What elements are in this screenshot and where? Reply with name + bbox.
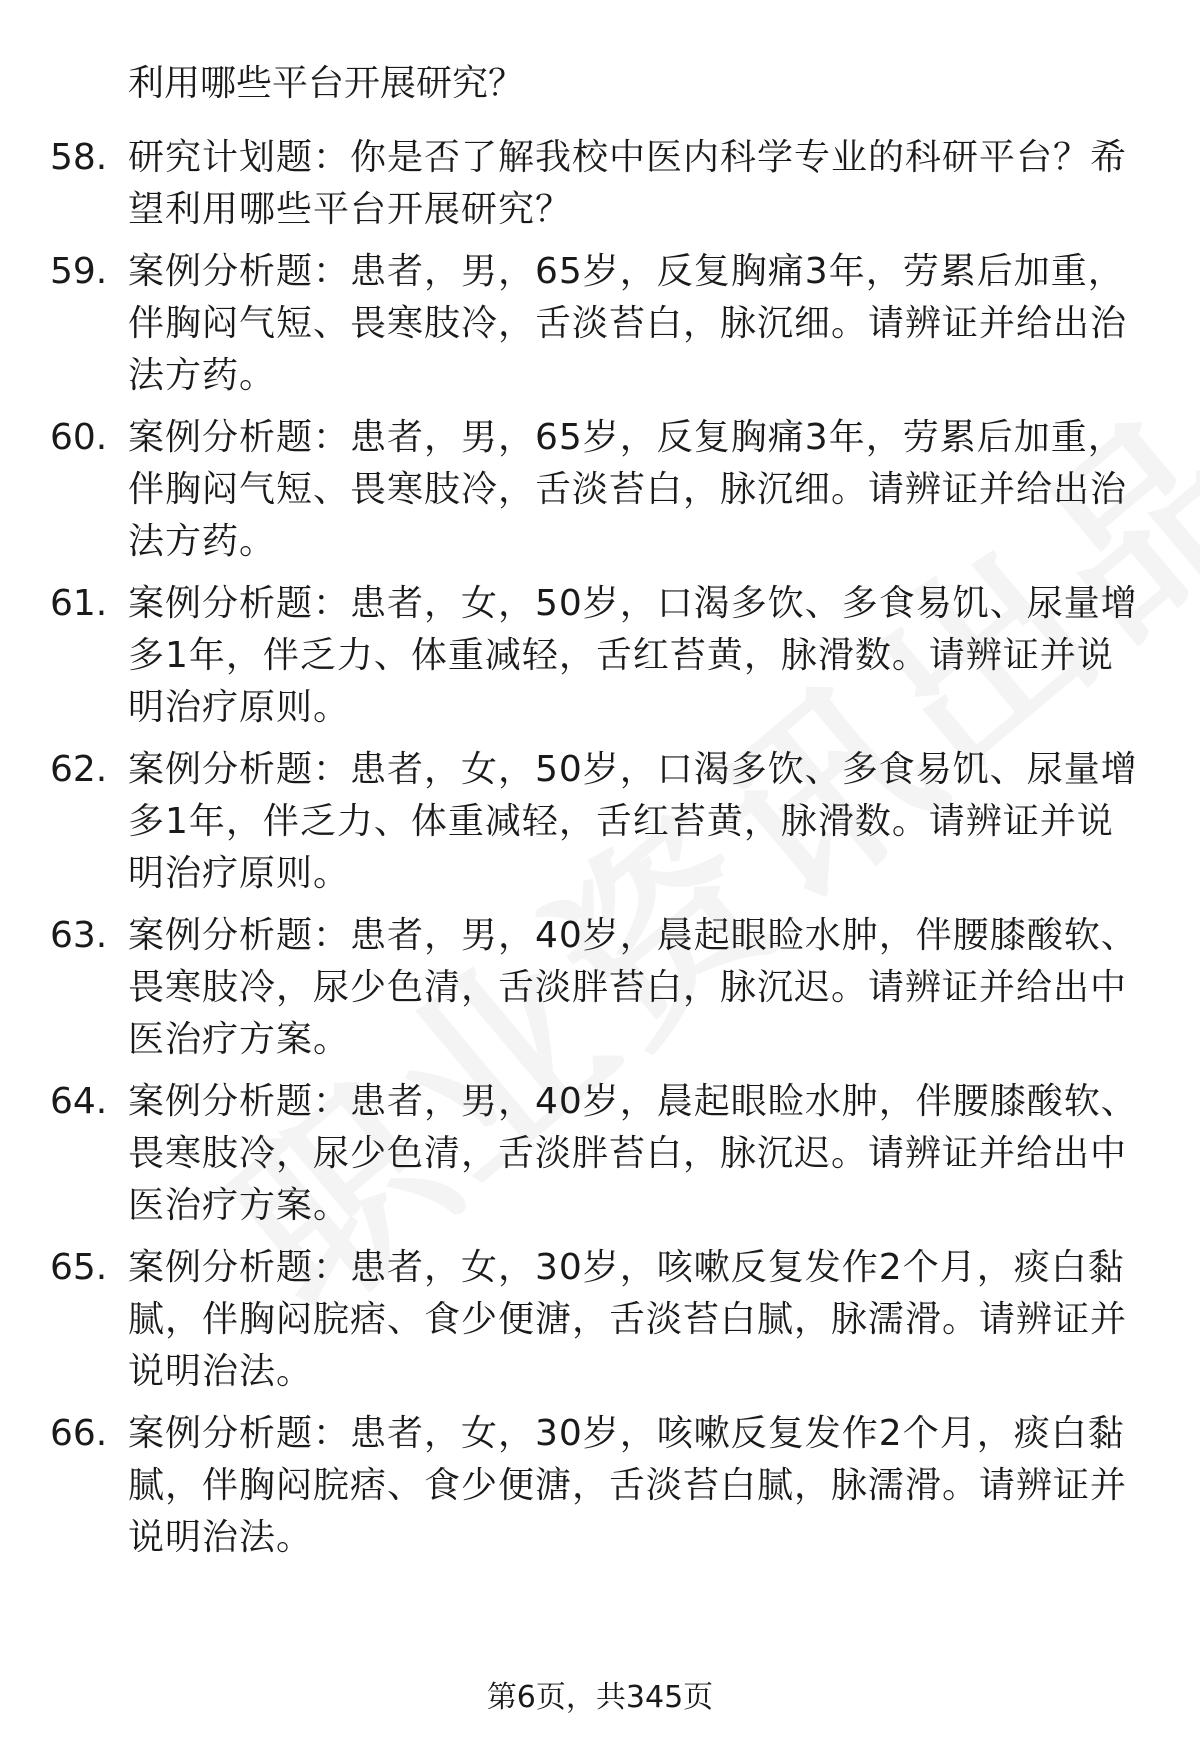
question-number: 61.	[50, 583, 108, 624]
question-66	[50, 1408, 1160, 1564]
question-text: 案例分析题：患者，男，65岁，反复胸痛3年，劳累后加重，伴胸闷气短、畏寒肢冷，舌淡苔白，脉沉细。请辨证并给出治法方药。	[128, 417, 1128, 562]
question-number: 66.	[50, 1413, 108, 1454]
question-number: 60.	[50, 417, 108, 458]
question-text: 案例分析题：患者，女，30岁，咳嗽反复发作2个月，痰白黏腻，伴胸闷脘痞、食少便溏，舌淡苔白腻，脉濡滑。请辨证并说明治法。	[128, 1247, 1128, 1392]
carry-over-text: 利用哪些平台开展研究？	[128, 63, 525, 104]
question-number: 63.	[50, 915, 108, 956]
question-60	[50, 412, 1160, 568]
page-footer: 第6页，共345页	[486, 1680, 714, 1715]
question-text: 案例分析题：患者，女，50岁，口渴多饮、多食易饥、尿量增多1年，伴乏力、体重减轻，舌红苔黄，脉滑数。请辨证并说明治疗原则。	[128, 749, 1138, 894]
question-text: 案例分析题：患者，男，40岁，晨起眼睑水肿，伴腰膝酸软、畏寒肢冷，尿少色清，舌淡胖苔白，脉沉迟。请辨证并给出中医治疗方案。	[128, 915, 1138, 1060]
question-number: 58.	[50, 137, 108, 178]
question-59	[50, 246, 1160, 402]
question-text: 案例分析题：患者，男，40岁，晨起眼睑水肿，伴腰膝酸软、畏寒肢冷，尿少色清，舌淡胖苔白，脉沉迟。请辨证并给出中医治疗方案。	[128, 1081, 1138, 1226]
question-text: 案例分析题：患者，女，50岁，口渴多饮、多食易饥、尿量增多1年，伴乏力、体重减轻，舌红苔黄，脉滑数。请辨证并说明治疗原则。	[128, 583, 1138, 728]
question-number: 64.	[50, 1081, 108, 1122]
question-63	[50, 910, 1160, 1066]
question-61	[50, 578, 1160, 734]
question-number: 65.	[50, 1247, 108, 1288]
question-number: 62.	[50, 749, 108, 790]
question-text: 案例分析题：患者，女，30岁，咳嗽反复发作2个月，痰白黏腻，伴胸闷脘痞、食少便溏，舌淡苔白腻，脉濡滑。请辨证并说明治法。	[128, 1413, 1128, 1558]
question-58	[50, 132, 1160, 236]
question-62	[50, 744, 1160, 900]
question-text: 研究计划题：你是否了解我校中医内科学专业的科研平台？希望利用哪些平台开展研究？	[128, 137, 1128, 230]
question-65	[50, 1242, 1160, 1398]
question-number: 59.	[50, 251, 108, 292]
question-64	[50, 1076, 1160, 1232]
question-text: 案例分析题：患者，男，65岁，反复胸痛3年，劳累后加重，伴胸闷气短、畏寒肢冷，舌淡苔白，脉沉细。请辨证并给出治法方药。	[128, 251, 1128, 396]
